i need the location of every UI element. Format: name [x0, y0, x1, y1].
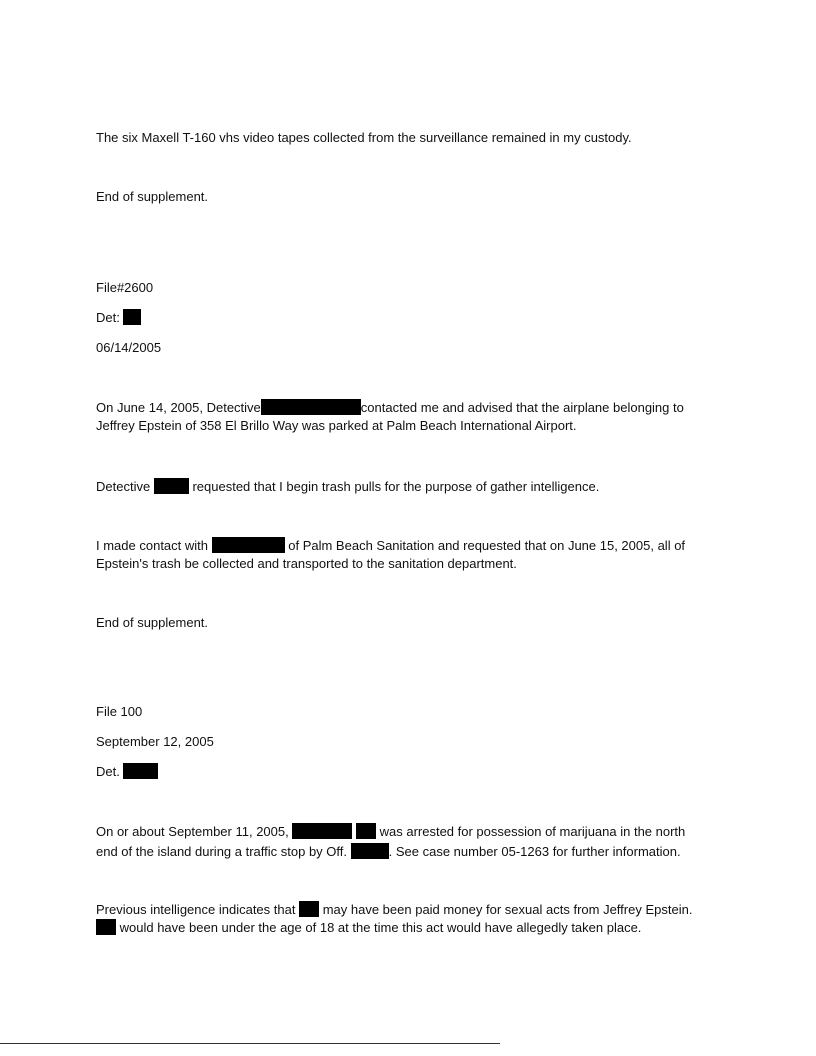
redaction-box — [212, 537, 285, 553]
paragraph-text: On or about September 11, 2005, — [96, 824, 289, 839]
file-number-100: File 100 — [96, 704, 143, 719]
date-06-14-2005: 06/14/2005 — [96, 340, 162, 355]
redaction-box — [154, 478, 189, 494]
redaction-box — [261, 399, 361, 415]
trash-pulls-paragraph — [96, 478, 599, 496]
arrest-paragraph-line-1 — [96, 823, 685, 841]
intelligence-paragraph-line-1 — [96, 901, 692, 919]
sanitation-paragraph-line-2: Epstein's trash be collected and transported to the sanitation department. — [96, 556, 517, 571]
redaction-box — [356, 823, 376, 839]
airplane-paragraph-line-2: Jeffrey Epstein of 358 El Brillo Way was parked at Palm Beach International Airport. — [96, 418, 577, 433]
paragraph-text: contacted me and advised that the airplane belonging to — [360, 400, 684, 415]
tapes-custody-text: The six Maxell T-160 vhs video tapes collected from the surveillance remained in my custody. — [96, 130, 632, 145]
paragraph-text: of Palm Beach Sanitation and requested that on June 15, 2005, all of — [288, 538, 686, 553]
paragraph-text: Previous intelligence indicates that — [96, 902, 296, 917]
redaction-box — [351, 843, 389, 859]
paragraph-text: end of the island during a traffic stop by Off. — [96, 844, 348, 859]
paragraph-text: Detective — [96, 479, 151, 494]
redaction-box — [96, 919, 116, 935]
redaction-box — [292, 823, 352, 839]
end-of-supplement-1: End of supplement. — [96, 189, 209, 204]
paragraph-text: On June 14, 2005, Detective — [96, 400, 261, 415]
sanitation-paragraph-line-1 — [96, 537, 685, 555]
redaction-box — [123, 763, 158, 779]
end-of-supplement-2: End of supplement. — [96, 615, 209, 630]
paragraph-text: requested that I begin trash pulls for the purpose of gather intelligence. — [192, 479, 600, 494]
redaction-box — [123, 309, 141, 325]
redaction-box — [299, 901, 319, 917]
airplane-paragraph-line-1 — [96, 399, 684, 417]
det-label: Det. — [96, 764, 120, 779]
arrest-paragraph-line-2 — [96, 843, 681, 861]
page-bottom-rule — [0, 1043, 500, 1044]
detective-line-2 — [96, 763, 158, 781]
file-number-2600: File#2600 — [96, 280, 154, 295]
paragraph-text: was arrested for possession of marijuana in the north — [379, 824, 686, 839]
intelligence-paragraph-line-2 — [96, 919, 641, 937]
detective-line-1 — [96, 309, 141, 327]
paragraph-text: would have been under the age of 18 at the time this act would have allegedly taken place. — [119, 920, 642, 935]
paragraph-text: I made contact with — [96, 538, 208, 553]
det-label: Det: — [96, 310, 120, 325]
paragraph-text: may have been paid money for sexual acts from Jeffrey Epstein. — [322, 902, 693, 917]
date-september-12-2005: September 12, 2005 — [96, 734, 214, 749]
paragraph-text: . See case number 05-1263 for further information. — [388, 844, 681, 859]
